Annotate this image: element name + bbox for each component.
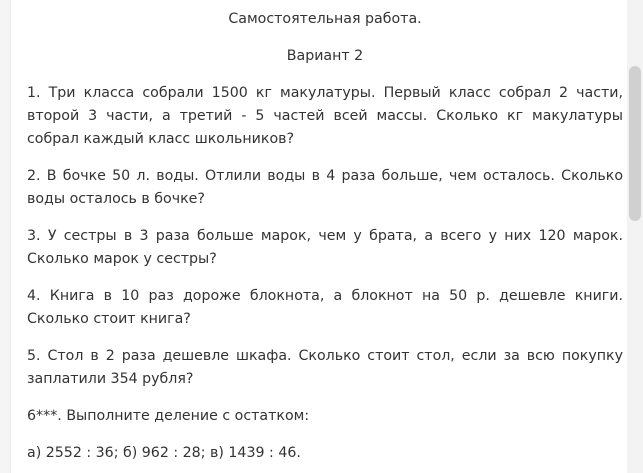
task-3: 3. У сестры в 3 раза больше марок, чем у брата, а всего у них 120 марок. Сколько марок у сестры? xyxy=(27,228,623,267)
left-edge xyxy=(0,0,11,473)
scrollbar-thumb[interactable] xyxy=(629,66,641,221)
variant-label: Вариант 2 xyxy=(286,48,364,64)
task-4: 4. Книга в 10 раз дороже блокнота, а блокнот на 50 р. дешевле книги. Сколько стоит книга? xyxy=(27,288,623,327)
task-5: 5. Стол в 2 раза дешевле шкафа. Сколько стоит стол, если за всю покупку заплатили 354 рубля? xyxy=(27,348,623,387)
document-title: Самостоятельная работа. xyxy=(228,11,422,27)
document-content xyxy=(27,8,623,473)
task-2: 2. В бочке 50 л. воды. Отлили воды в 4 раза больше, чем осталось. Сколько воды осталось в бочке? xyxy=(27,168,623,207)
task-1: 1. Три класса собрали 1500 кг макулатуры. Первый класс собрал 2 части, второй 3 части, а третий - 5 частей всей массы. Сколько кг макулатуры собрал каждый класс школьников? xyxy=(27,85,623,147)
task-6-examples: а) 2552 : 36; б) 962 : 28; в) 1439 : 46. xyxy=(27,445,301,461)
scrollbar[interactable] xyxy=(627,0,643,473)
task-6: 6***. Выполните деление с остатком: xyxy=(27,408,310,424)
